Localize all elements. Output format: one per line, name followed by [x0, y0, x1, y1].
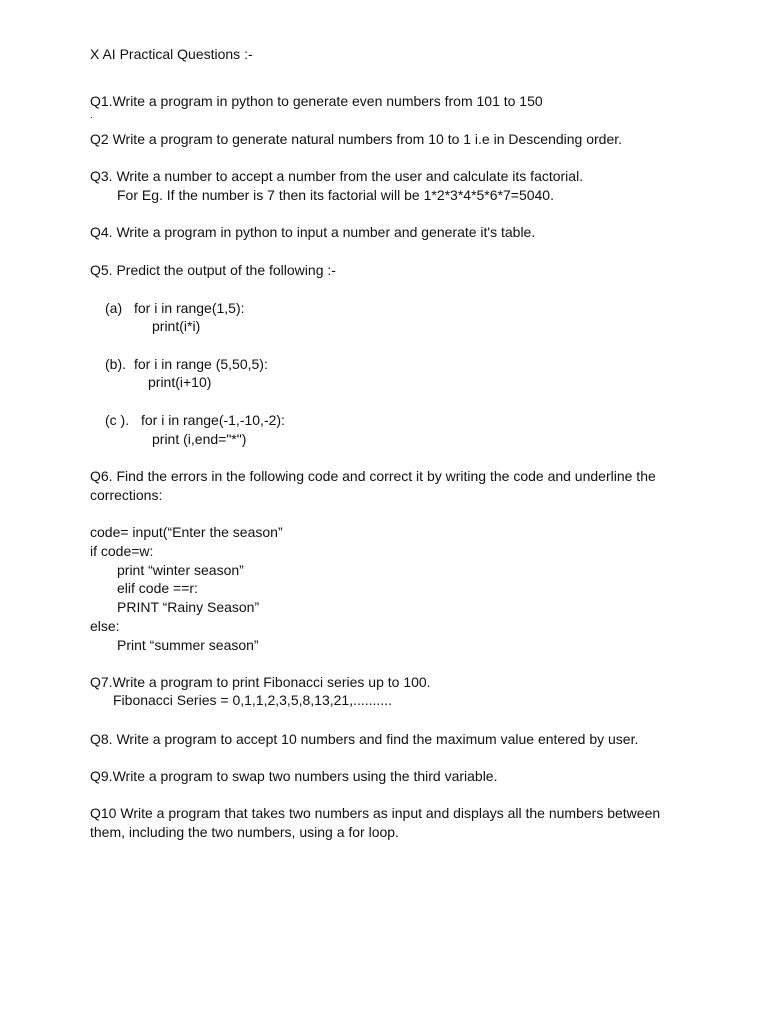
question-7-series: Fibonacci Series = 0,1,1,2,3,5,8,13,21,..........: [113, 692, 392, 708]
question-5: Q5. Predict the output of the following :-: [90, 262, 336, 278]
question-8: Q8. Write a program to accept 10 numbers and find the maximum value entered by user.: [90, 731, 639, 747]
question-6-line-1: Q6. Find the errors in the following code and correct it by writing the code and underline the: [90, 468, 656, 484]
question-10-line-2: them, including the two numbers, using a for loop.: [90, 824, 399, 840]
question-5c-code-line-1: for i in range(-1,-10,-2):: [141, 412, 285, 428]
document-title: X AI Practical Questions :-: [90, 46, 253, 62]
question-3-example: For Eg. If the number is 7 then its factorial will be 1*2*3*4*5*6*7=5040.: [117, 187, 554, 203]
question-10-line-1: Q10 Write a program that takes two numbers as input and displays all the numbers between: [90, 805, 661, 821]
question-4: Q4. Write a program in python to input a number and generate it's table.: [90, 224, 536, 240]
code-line-1: code= input(“Enter the season”: [90, 524, 283, 540]
code-line-6: else:: [90, 618, 120, 634]
code-line-2: if code=w:: [90, 543, 154, 559]
question-9: Q9.Write a program to swap two numbers using the third variable.: [90, 768, 498, 784]
code-line-3: print “winter season”: [117, 562, 244, 578]
question-5b-code-line-2: print(i+10): [148, 374, 212, 390]
question-5a-code-line-2: print(i*i): [152, 318, 201, 334]
question-3: Q3. Write a number to accept a number from the user and calculate its factorial.: [90, 168, 584, 184]
code-line-4: elif code ==r:: [117, 580, 198, 596]
question-1: Q1.Write a program in python to generate even numbers from 101 to 150: [90, 93, 543, 109]
question-5c-code-line-2: print (i,end="*"): [152, 431, 247, 447]
code-line-5: PRINT “Rainy Season”: [117, 599, 260, 615]
stray-dot: .: [90, 110, 93, 121]
question-7: Q7.Write a program to print Fibonacci series up to 100.: [90, 674, 431, 690]
question-5b-code-line-1: for i in range (5,50,5):: [134, 356, 268, 372]
code-line-7: Print “summer season”: [117, 637, 259, 653]
question-5a-label: (a): [105, 300, 123, 316]
question-6-line-2: corrections:: [90, 487, 163, 503]
question-2: Q2 Write a program to generate natural numbers from 10 to 1 i.e in Descending order.: [90, 131, 623, 147]
question-5a-code-line-1: for i in range(1,5):: [134, 300, 245, 316]
question-5c-label: (c ).: [105, 412, 130, 428]
question-5b-label: (b).: [105, 356, 126, 372]
